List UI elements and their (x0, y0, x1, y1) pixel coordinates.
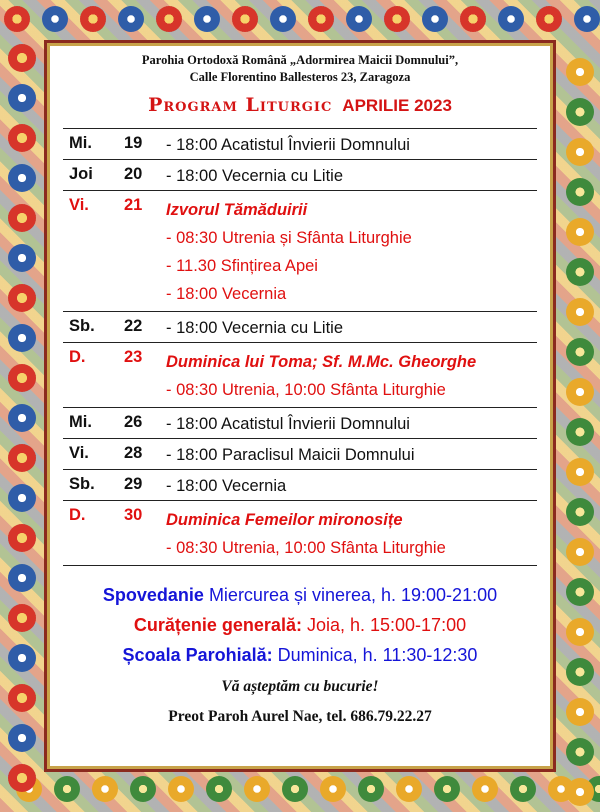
schedule-events (166, 501, 537, 566)
border-flower-ornament (8, 484, 36, 512)
border-flower-ornament (536, 6, 562, 32)
schedule-events (166, 129, 537, 160)
border-flower-ornament (130, 776, 156, 802)
border-flower-ornament (566, 778, 594, 806)
schedule-day: D. (69, 506, 86, 524)
confession-text: Miercurea și vinerea, h. 19:00-21:00 (208, 585, 498, 605)
border-flower-ornament (566, 738, 594, 766)
schedule-date: 28 (124, 444, 143, 462)
schedule-row (63, 312, 537, 343)
schedule-events (166, 470, 537, 501)
border-flower-ornament (8, 164, 36, 192)
border-flower-ornament (8, 244, 36, 272)
cleaning-label: Curățenie generală: (133, 615, 302, 635)
border-flower-ornament (566, 618, 594, 646)
border-flower-ornament (434, 776, 460, 802)
schedule-row (63, 343, 537, 408)
border-flower-ornament (566, 698, 594, 726)
border-flower-ornament (358, 776, 384, 802)
cleaning-line (58, 610, 542, 640)
border-flower-ornament (460, 6, 486, 32)
schedule-day: Joi (69, 165, 93, 183)
schedule-day: Sb. (69, 317, 95, 335)
border-flower-ornament (566, 58, 594, 86)
welcome-message: Vă așteptăm cu bucurie! (221, 678, 379, 695)
border-flower-ornament (194, 6, 220, 32)
event-line: - 18:00 Vecernia (166, 285, 287, 303)
border-flower-ornament (8, 644, 36, 672)
border-flower-ornament (168, 776, 194, 802)
schedule-date: 26 (124, 413, 143, 431)
schedule-date: 23 (124, 348, 143, 366)
border-flower-ornament (8, 684, 36, 712)
schedule-day: Vi. (69, 444, 89, 462)
event-title: Izvorul Tămăduirii (166, 201, 308, 219)
schedule-events (166, 191, 537, 312)
priest-contact: Preot Paroh Aurel Nae, tel. 686.79.22.27 (168, 708, 432, 725)
border-flower-ornament (346, 6, 372, 32)
schedule-date: 30 (124, 506, 143, 524)
schedule-day: Sb. (69, 475, 95, 493)
border-flower-ornament (566, 338, 594, 366)
school-line (58, 640, 542, 670)
border-flower-ornament (566, 138, 594, 166)
border-flower-ornament (282, 776, 308, 802)
border-flower-ornament (8, 764, 36, 792)
school-label: Școala Parohială: (122, 645, 273, 665)
border-flower-ornament (4, 6, 30, 32)
border-flower-ornament (574, 6, 600, 32)
schedule-events (166, 439, 537, 470)
event-line: - 08:30 Utrenia, 10:00 Sfânta Liturghie (166, 381, 446, 399)
border-flower-ornament (8, 604, 36, 632)
schedule-day: Mi. (69, 413, 92, 431)
page-title (58, 94, 542, 124)
border-flower-ornament (566, 498, 594, 526)
border-flower-ornament (566, 538, 594, 566)
border-flower-ornament (8, 564, 36, 592)
schedule-row (63, 470, 537, 501)
confession-line (58, 580, 542, 610)
border-flower-ornament (8, 204, 36, 232)
schedule-row (63, 439, 537, 470)
border-flower-ornament (566, 378, 594, 406)
border-flower-ornament (422, 6, 448, 32)
schedule-row (63, 501, 537, 566)
border-flower-ornament (232, 6, 258, 32)
schedule-day: D. (69, 348, 86, 366)
border-flower-ornament (566, 658, 594, 686)
schedule-date: 21 (124, 196, 143, 214)
event-line: - 18:00 Acatistul Învierii Domnului (166, 136, 410, 154)
schedule-table (63, 128, 537, 566)
title-main: Program Liturgic (148, 94, 333, 116)
border-flower-ornament (8, 124, 36, 152)
title-month: APRILIE 2023 (342, 96, 452, 115)
schedule-events (166, 312, 537, 343)
schedule-events (166, 408, 537, 439)
info-block (58, 580, 542, 670)
event-line: - 18:00 Acatistul Învierii Domnului (166, 415, 410, 433)
border-flower-ornament (8, 404, 36, 432)
event-line: - 18:00 Vecernia (166, 477, 287, 495)
border-flower-ornament (92, 776, 118, 802)
border-flower-ornament (472, 776, 498, 802)
schedule-day: Mi. (69, 134, 92, 152)
border-flower-ornament (118, 6, 144, 32)
border-flower-ornament (8, 444, 36, 472)
event-line: - 18:00 Paraclisul Maicii Domnului (166, 446, 415, 464)
border-flower-ornament (206, 776, 232, 802)
border-flower-ornament (156, 6, 182, 32)
confession-label: Spovedanie (102, 585, 204, 605)
border-flower-ornament (510, 776, 536, 802)
event-line: - 18:00 Vecernia cu Litie (166, 319, 344, 337)
event-title: Duminica Femeilor mironosițe (166, 511, 403, 529)
border-flower-ornament (566, 418, 594, 446)
border-flower-ornament (498, 6, 524, 32)
schedule-day: Vi. (69, 196, 89, 214)
border-flower-ornament (566, 458, 594, 486)
event-title: Duminica lui Toma; Sf. M.Mc. Gheorghe (166, 353, 477, 371)
flyer-content (58, 52, 542, 726)
schedule-row (63, 408, 537, 439)
border-flower-ornament (308, 6, 334, 32)
schedule-events (166, 343, 537, 408)
event-line: - 11.30 Sfințirea Apei (166, 257, 318, 275)
schedule-date: 29 (124, 475, 143, 493)
cleaning-text: Joia, h. 15:00-17:00 (306, 615, 467, 635)
border-flower-ornament (8, 284, 36, 312)
event-line: - 08:30 Utrenia și Sfânta Liturghie (166, 229, 412, 247)
event-line: - 18:00 Vecernia cu Litie (166, 167, 344, 185)
schedule-date: 19 (124, 134, 143, 152)
border-flower-ornament (320, 776, 346, 802)
border-flower-ornament (8, 524, 36, 552)
parish-name: Parohia Ortodoxă Română „Adormirea Maicii Domnului”, (141, 53, 459, 67)
border-flower-ornament (8, 44, 36, 72)
border-flower-ornament (80, 6, 106, 32)
border-flower-ornament (566, 578, 594, 606)
border-flower-ornament (8, 364, 36, 392)
border-flower-ornament (8, 724, 36, 752)
schedule-events (166, 160, 537, 191)
border-flower-ornament (54, 776, 80, 802)
border-flower-ornament (42, 6, 68, 32)
border-flower-ornament (396, 776, 422, 802)
parish-address: Calle Florentino Ballesteros 23, Zaragoza (189, 70, 411, 84)
event-line: - 08:30 Utrenia, 10:00 Sfânta Liturghie (166, 539, 446, 557)
border-flower-ornament (8, 324, 36, 352)
border-flower-ornament (8, 84, 36, 112)
border-flower-ornament (566, 178, 594, 206)
schedule-row (63, 160, 537, 191)
schedule-date: 22 (124, 317, 143, 335)
schedule-row (63, 129, 537, 160)
border-flower-ornament (566, 258, 594, 286)
border-flower-ornament (244, 776, 270, 802)
border-flower-ornament (270, 6, 296, 32)
school-text: Duminica, h. 11:30-12:30 (277, 645, 478, 665)
schedule-date: 20 (124, 165, 143, 183)
border-flower-ornament (566, 98, 594, 126)
border-flower-ornament (566, 298, 594, 326)
border-flower-ornament (384, 6, 410, 32)
border-flower-ornament (566, 218, 594, 246)
schedule-row (63, 191, 537, 312)
